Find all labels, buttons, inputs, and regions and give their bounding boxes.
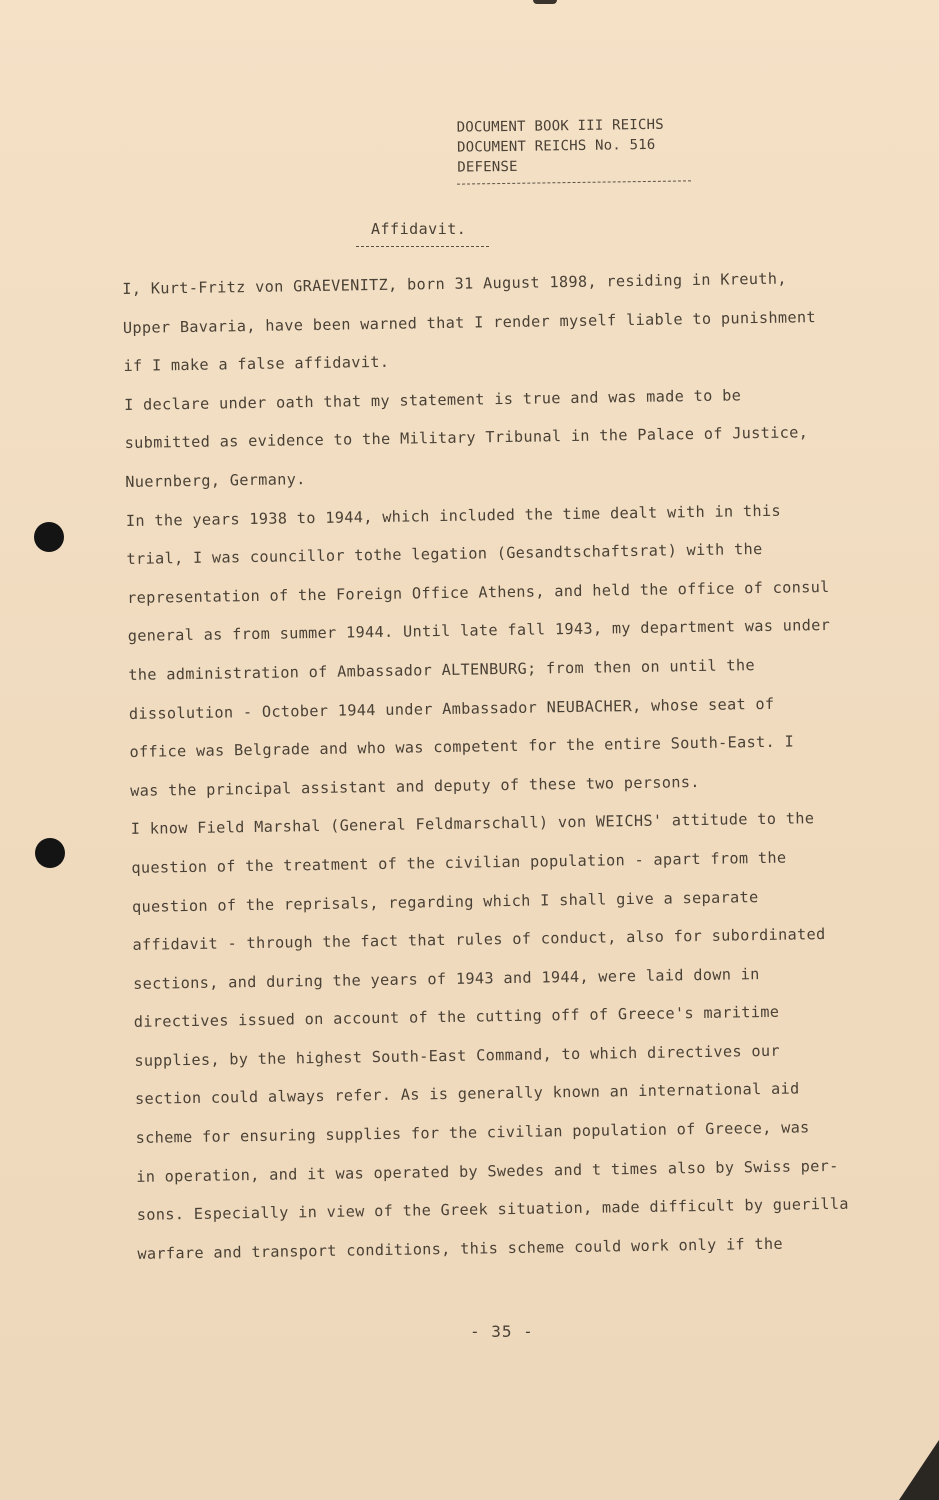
body-line: scheme for ensuring supplies for the civilian population of Greece, was <box>135 1118 810 1147</box>
body-line: supplies, by the highest South-East Command, to which directives our <box>134 1041 781 1070</box>
body-line: question of the reprisals, regarding which I shall give a separate <box>131 887 759 916</box>
body-line: directives issued on account of the cutting off of Greece's maritime <box>133 1003 780 1032</box>
page-number: - 35 - <box>470 1322 534 1341</box>
body-line: trial, I was councillor tothe legation (Gesandtschaftsrat) with the <box>126 540 763 569</box>
body-line: warfare and transport conditions, this scheme could work only if the <box>137 1234 784 1263</box>
body-line: sons. Especially in view of the Greek situation, made difficult by guerilla <box>136 1194 849 1225</box>
body-line: submitted as evidence to the Military Tribunal in the Palace of Justice, <box>124 423 809 453</box>
body-line: dissolution - October 1944 under Ambassador NEUBACHER, whose seat of <box>128 694 775 723</box>
document-header <box>457 114 698 177</box>
header-divider <box>457 180 691 184</box>
punch-hole-bottom <box>35 838 65 868</box>
body-line: general as from summer 1944. Until late fall 1943, my department was under <box>127 616 831 646</box>
body-line: if I make a false affidavit. <box>123 353 390 376</box>
top-edge-mark <box>533 0 557 4</box>
body-line: in operation, and it was operated by Swedes and t times also by Swiss per- <box>136 1156 839 1186</box>
body-line: question of the treatment of the civilian population - apart from the <box>131 848 787 877</box>
body-line: I, Kurt-Fritz von GRAEVENITZ, born 31 August 1898, residing in Kreuth, <box>122 269 787 298</box>
document-title: Affidavit. <box>371 220 467 238</box>
body-line: representation of the Foreign Office Athens, and held the office of consul <box>127 577 830 607</box>
header-line-1: DOCUMENT BOOK III REICHS <box>456 116 664 136</box>
body-line: office was Belgrade and who was competent for the entire South-East. I <box>129 732 795 762</box>
body-line: Upper Bavaria, have been warned that I render myself liable to punishment <box>122 307 817 337</box>
header-line-2: DOCUMENT REICHS No. 516 <box>456 136 656 156</box>
body-line: section could always refer. As is generally known an international aid <box>134 1079 800 1109</box>
title-underline <box>356 246 489 247</box>
body-line: was the principal assistant and deputy of these two persons. <box>130 772 700 800</box>
folded-corner <box>899 1440 939 1500</box>
body-line: I know Field Marshal (General Feldmarschall) von WEICHS' attitude to the <box>130 809 815 839</box>
body-line: Nuernberg, Germany. <box>125 470 306 491</box>
affidavit-body <box>122 258 878 1273</box>
punch-hole-top <box>34 522 64 552</box>
body-line: the administration of Ambassador ALTENBURG; from then on until the <box>128 656 756 684</box>
body-line: I declare under oath that my statement is true and was made to be <box>123 386 742 414</box>
body-line: sections, and during the years of 1943 and 1944, were laid down in <box>133 964 760 993</box>
header-line-3: DEFENSE <box>457 158 518 176</box>
body-line: affidavit - through the fact that rules of conduct, also for subordinated <box>132 925 826 955</box>
body-line: In the years 1938 to 1944, which included the time dealt with in this <box>125 501 782 530</box>
